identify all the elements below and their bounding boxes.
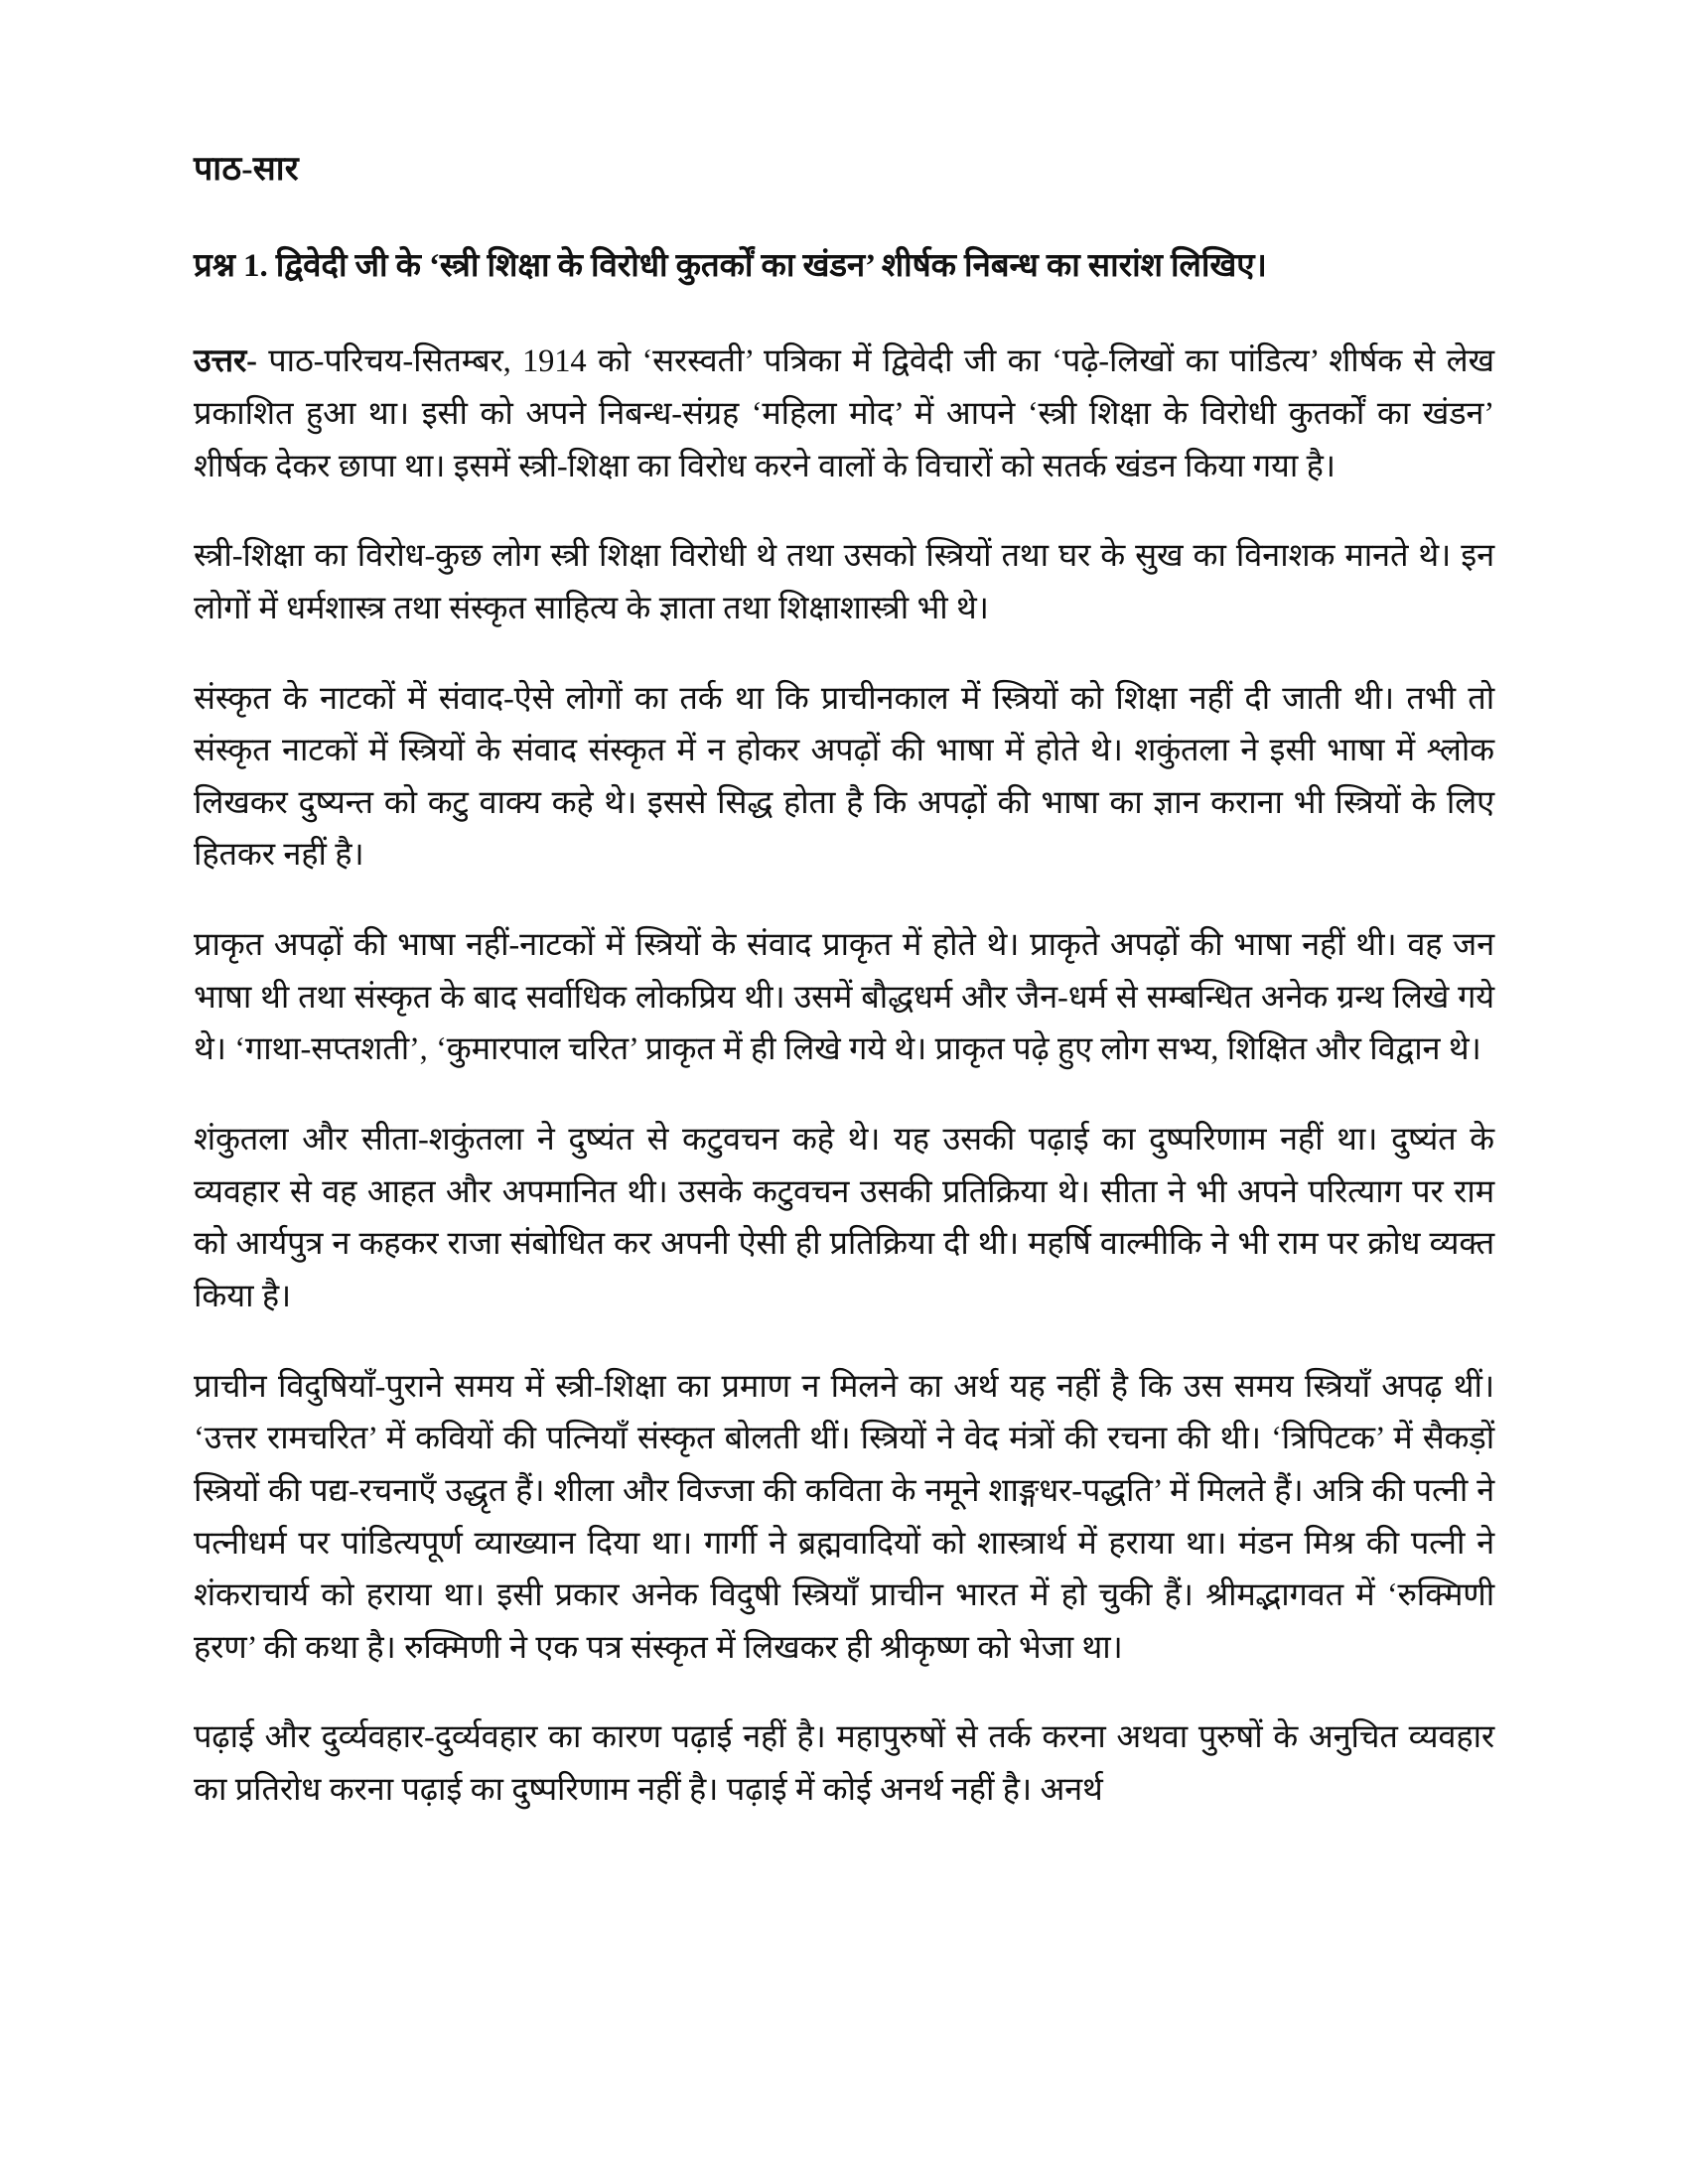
- paragraph-text: पाठ-परिचय-सितम्बर, 1914 को ‘सरस्वती’ पत्रिका में द्विवेदी जी का ‘पढ़े-लिखों का पांडित्य’ शीर्षक से लेख प्रकाशित हुआ था। इसी को अपने निबन्ध-संग्रह ‘महिला मोद’ में आपने ‘स्त्री शिक्षा के विरोधी कुतर्कों का खंडन’ शीर्षक देकर छापा था। इसमें स्त्री-शिक्षा का विरोध करने वालों के विचारों को सतर्क खंडन किया गया है।: [194, 343, 1494, 484]
- document-content: [194, 149, 1494, 1817]
- paragraph-prakrit: प्राकृत अपढ़ों की भाषा नहीं-नाटकों में स्त्रियों के संवाद प्राकृत में होते थे। प्राकृते अपढ़ों की भाषा नहीं थी। वह जन भाषा थी तथा संस्कृत के बाद सर्वाधिक लोकप्रिय थी। उसमें बौद्धधर्म और जैन-धर्म से सम्बन्धित अनेक ग्रन्थ लिखे गये थे। ‘गाथा-सप्तशती’, ‘कुमारपाल चरित’ प्राकृत में ही लिखे गये थे। प्राकृत पढ़े हुए लोग सभ्य, शिक्षित और विद्वान थे।: [194, 927, 1494, 1068]
- answer-paragraph-intro: [194, 336, 1494, 492]
- paragraph-study-misbehaviour: पढ़ाई और दुर्व्यवहार-दुर्व्यवहार का कारण पढ़ाई नहीं है। महापुरुषों से तर्क करना अथवा पुरुषों के अनुचित व्यवहार का प्रतिरोध करना पढ़ाई का दुष्परिणाम नहीं है। पढ़ाई में कोई अनर्थ नहीं है। अनर्थ: [194, 1719, 1494, 1809]
- paragraph-sanskrit-dialogue: संस्कृत के नाटकों में संवाद-ऐसे लोगों का तर्क था कि प्राचीनकाल में स्त्रियों को शिक्षा नहीं दी जाती थी। तभी तो संस्कृत नाटकों में स्त्रियों के संवाद संस्कृत में न होकर अपढ़ों की भाषा में होते थे। शकुंतला ने इसी भाषा में श्लोक लिखकर दुष्यन्त को कटु वाक्य कहे थे। इससे सिद्ध होता है कि अपढ़ों की भाषा का ज्ञान कराना भी स्त्रियों के लिए हितकर नहीं है।: [194, 680, 1494, 874]
- page-title: पाठ-सार: [194, 151, 299, 188]
- paragraph-opposition: स्त्री-शिक्षा का विरोध-कुछ लोग स्त्री शिक्षा विरोधी थे तथा उसको स्त्रियों तथा घर के सुख का विनाशक मानते थे। इन लोगों में धर्मशास्त्र तथा संस्कृत साहित्य के ज्ञाता तथा शिक्षाशास्त्री भी थे।: [194, 538, 1494, 626]
- paragraph-ancient-scholars: प्राचीन विदुषियाँ-पुराने समय में स्त्री-शिक्षा का प्रमाण न मिलने का अर्थ यह नहीं है कि उस समय स्त्रियाँ अपढ़ थीं। ‘उत्तर रामचरित’ में कवियों की पत्नियाँ संस्कृत बोलती थीं। स्त्रियों ने वेद मंत्रों की रचना की थी। ‘त्रिपिटक’ में सैकड़ों स्त्रियों की पद्य-रचनाएँ उद्धृत हैं। शीला और विज्जा की कविता के नमूने शाङ्गधर-पद्धति’ में मिलते हैं। अत्रि की पत्नी ने पत्नीधर्म पर पांडित्यपूर्ण व्याख्यान दिया था। गार्गी ने ब्रह्मवादियों को शास्त्रार्थ में हराया था। मंडन मिश्र की पत्नी ने शंकराचार्य को हराया था। इसी प्रकार अनेक विदुषी स्त्रियाँ प्राचीन भारत में हो चुकी हैं। श्रीमद्भागवत में ‘रुक्मिणी हरण’ की कथा है। रुक्मिणी ने एक पत्र संस्कृत में लिखकर ही श्रीकृष्ण को भेजा था।: [194, 1368, 1494, 1666]
- paragraph-shakuntala-sita: शंकुतला और सीता-शकुंतला ने दुष्यंत से कटुवचन कहे थे। यह उसकी पढ़ाई का दुष्परिणाम नहीं था। दुष्यंत के व्यवहार से वह आहत और अपमानित थी। उसके कटुवचन उसकी प्रतिक्रिया थे। सीता ने भी अपने परित्याग पर राम को आर्यपुत्र न कहकर राजा संबोधित कर अपनी ऐसी ही प्रतिक्रिया दी थी। महर्षि वाल्मीकि ने भी राम पर क्रोध व्यक्त किया है।: [194, 1122, 1494, 1314]
- answer-label: उत्तर-: [194, 343, 257, 380]
- question-heading: प्रश्न 1. द्विवेदी जी के ‘स्त्री शिक्षा के विरोधी कुतर्कों का खंडन’ शीर्षक निबन्ध का सारांश लिखिए।: [194, 247, 1267, 284]
